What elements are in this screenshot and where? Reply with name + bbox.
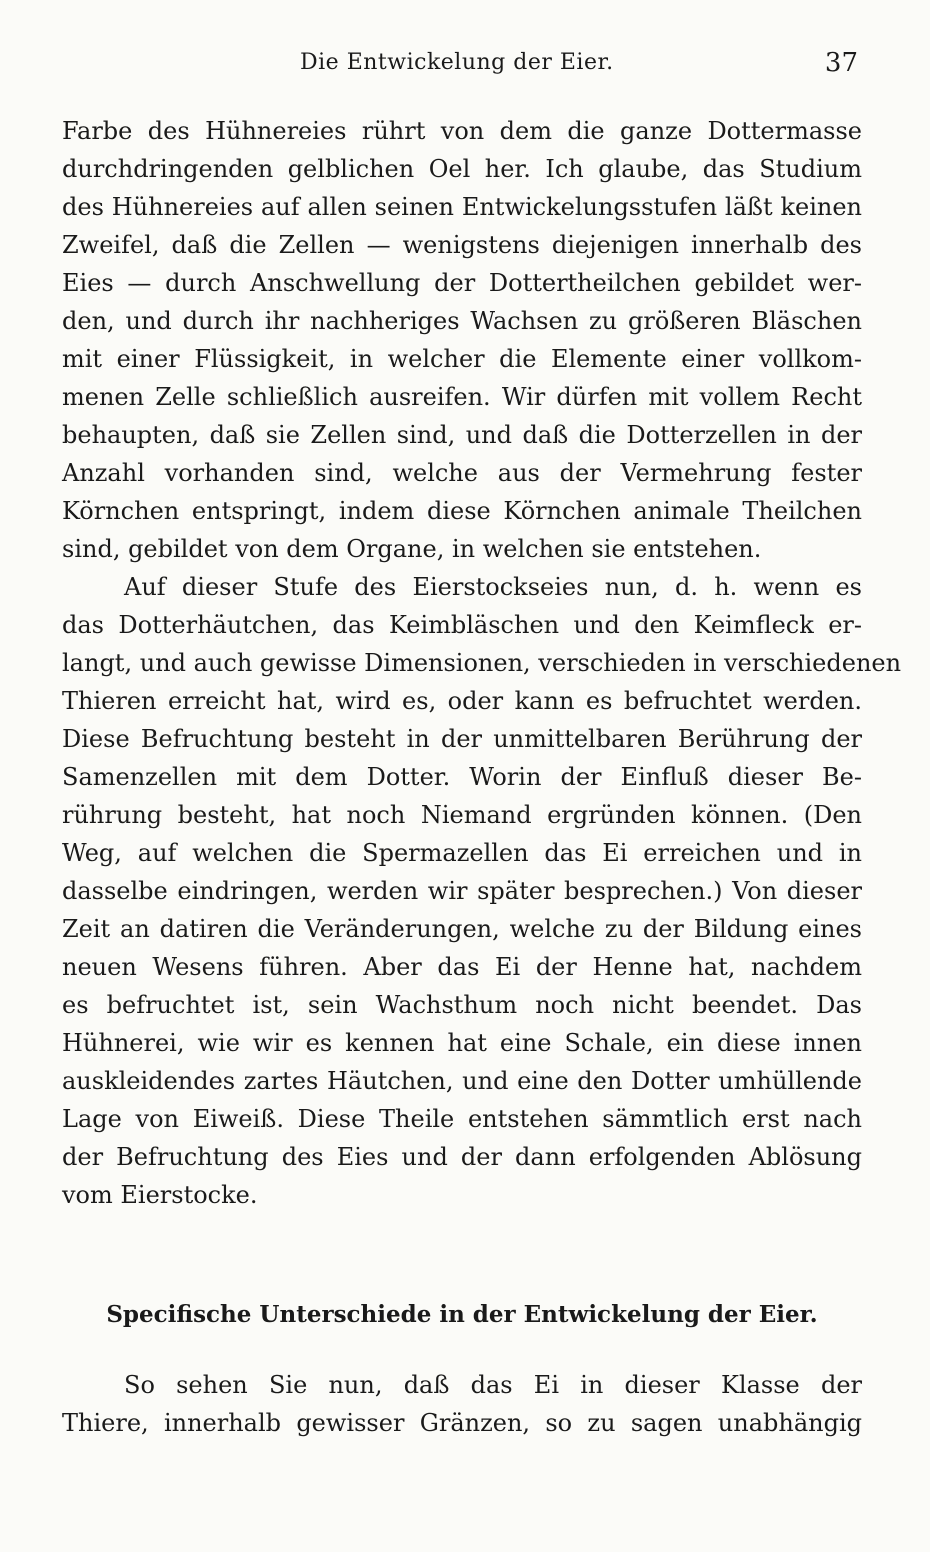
text-line: durchdringenden gelblichen Oel her. Ich glaube, das Studium: [62, 155, 862, 183]
text-line: Auf dieser Stufe des Eierstockseies nun, d. h. wenn es: [124, 573, 862, 601]
text-line: mit einer Flüssigkeit, in welcher die Elemente einer vollkom-: [62, 345, 862, 373]
text-line: Zweifel, daß die Zellen — wenigstens diejenigen innerhalb des: [62, 231, 862, 259]
text-line: es befruchtet ist, sein Wachsthum noch nicht beendet. Das: [62, 991, 862, 1019]
text-line: neuen Wesens führen. Aber das Ei der Henne hat, nachdem: [62, 953, 862, 981]
text-line: Anzahl vorhanden sind, welche aus der Vermehrung fester: [62, 459, 862, 487]
section-body-text: [62, 1366, 862, 1442]
section-heading: Specifische Unterschiede in der Entwickelung der Eier.: [106, 1301, 818, 1328]
text-line: Weg, auf welchen die Spermazellen das Ei erreichen und in: [62, 839, 862, 867]
text-line: auskleidendes zartes Häutchen, und eine den Dotter umhüllende: [62, 1067, 862, 1095]
text-line: Farbe des Hühnereies rührt von dem die ganze Dottermasse: [62, 117, 862, 145]
text-line: Lage von Eiweiß. Diese Theile entstehen sämmtlich erst nach: [62, 1105, 862, 1133]
text-line: So sehen Sie nun, daß das Ei in dieser Klasse der: [124, 1371, 862, 1399]
text-line: langt, und auch gewisse Dimensionen, verschieden in verschiedenen: [62, 649, 902, 677]
text-line: sind, gebildet von dem Organe, in welchen sie entstehen.: [62, 535, 762, 563]
text-line: menen Zelle schließlich ausreifen. Wir dürfen mit vollem Recht: [62, 383, 862, 411]
body-text: [62, 112, 902, 1214]
text-line: Thieren erreicht hat, wird es, oder kann es befruchtet werden.: [62, 687, 862, 715]
text-line: vom Eierstocke.: [62, 1181, 258, 1209]
text-line: Diese Befruchtung besteht in der unmittelbaren Berührung der: [62, 725, 862, 753]
text-line: des Hühnereies auf allen seinen Entwickelungsstufen läßt keinen: [62, 193, 862, 221]
text-line: dasselbe eindringen, werden wir später besprechen.) Von dieser: [62, 877, 862, 905]
running-head-title: Die Entwickelung der Eier.: [300, 50, 614, 75]
text-line: Samenzellen mit dem Dotter. Worin der Einfluß dieser Be-: [62, 763, 862, 791]
text-line: der Befruchtung des Eies und der dann erfolgenden Ablösung: [62, 1143, 862, 1171]
text-line: Körnchen entspringt, indem diese Körnchen animale Theilchen: [62, 497, 862, 525]
text-line: das Dotterhäutchen, das Keimbläschen und den Keimfleck er-: [62, 611, 862, 639]
text-line: Zeit an datiren die Veränderungen, welche zu der Bildung eines: [62, 915, 862, 943]
text-line: behaupten, daß sie Zellen sind, und daß die Dotterzellen in der: [62, 421, 862, 449]
text-line: rührung besteht, hat noch Niemand ergründen können. (Den: [62, 801, 862, 829]
text-line: den, und durch ihr nachheriges Wachsen zu größeren Bläschen: [62, 307, 862, 335]
page-number: 37: [824, 48, 858, 78]
text-line: Eies — durch Anschwellung der Dottertheilchen gebildet wer-: [62, 269, 862, 297]
text-line: Hühnerei, wie wir es kennen hat eine Schale, ein diese innen: [62, 1029, 862, 1057]
text-line: Thiere, innerhalb gewisser Gränzen, so zu sagen unabhängig: [62, 1409, 862, 1437]
